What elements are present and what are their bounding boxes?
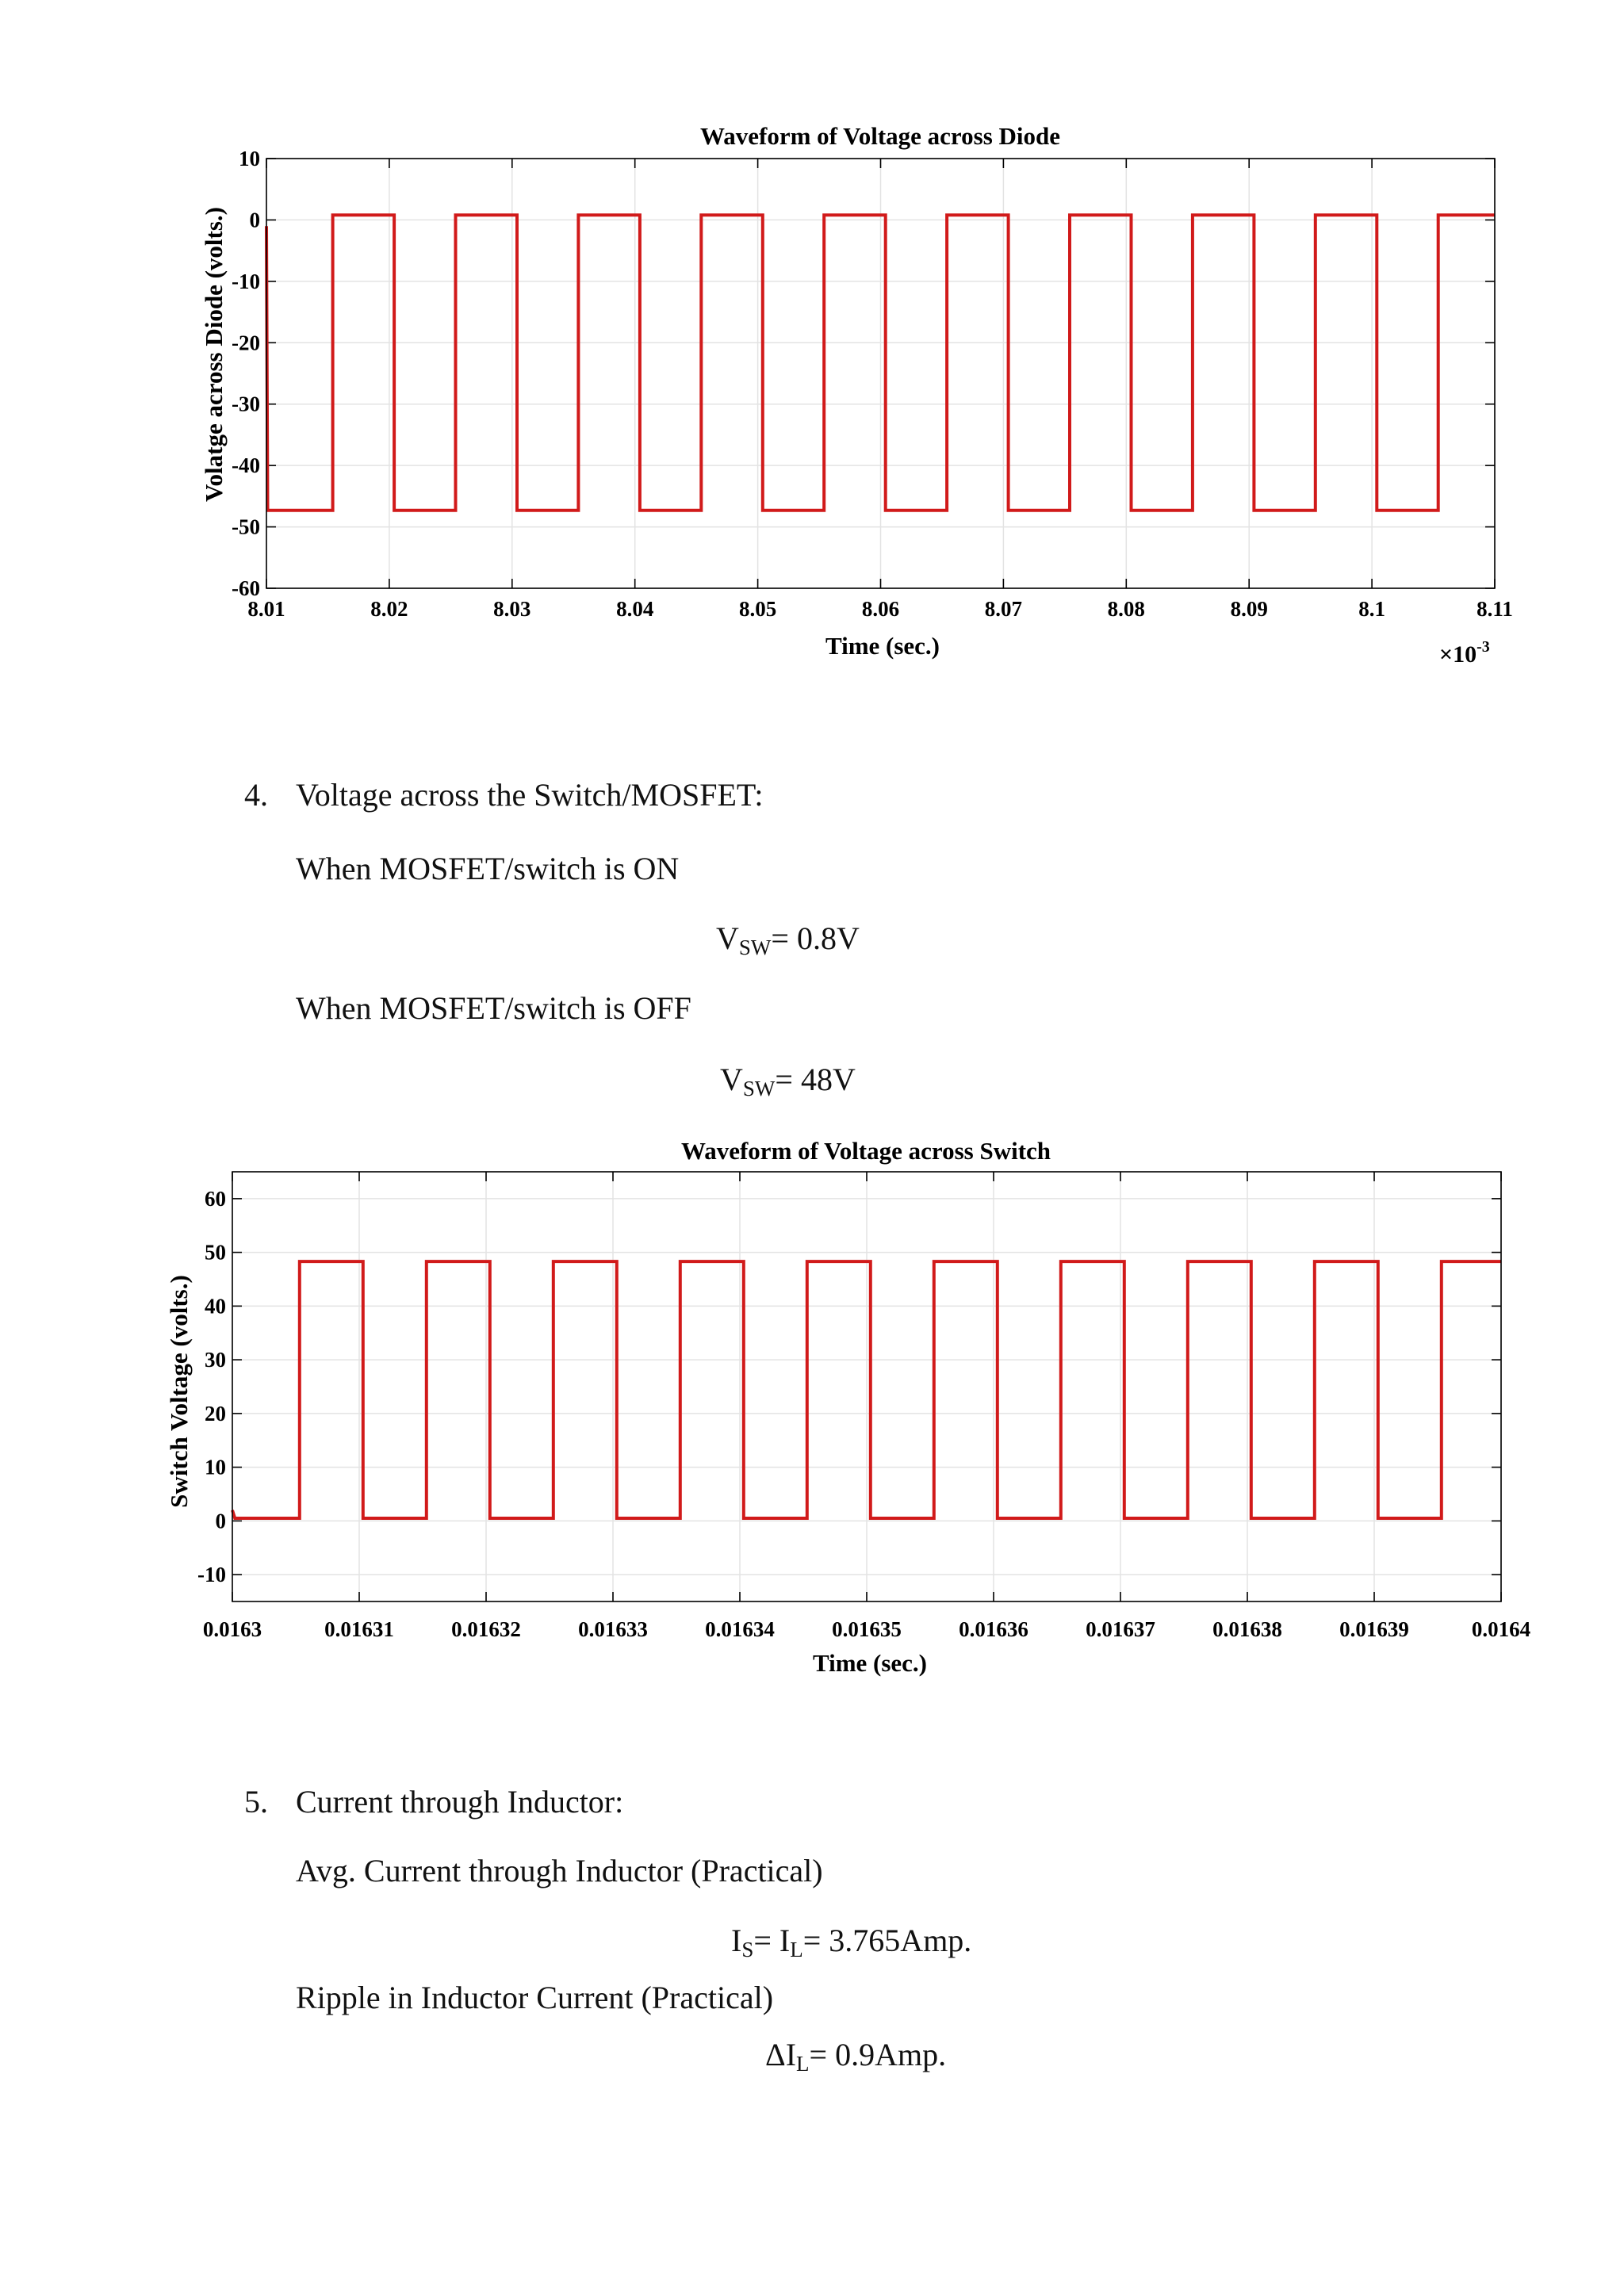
- section4-number: 4.: [244, 777, 268, 813]
- x-tick-label: 8.05: [738, 597, 777, 621]
- section4-heading: Voltage across the Switch/MOSFET:: [296, 777, 764, 813]
- x-tick-label: 0.0163: [202, 1617, 262, 1641]
- ripple-current-label: Ripple in Inductor Current (Practical): [296, 1980, 774, 2015]
- avg-current-label: Avg. Current through Inductor (Practical): [296, 1853, 823, 1888]
- y-tick-label: -20: [232, 331, 260, 355]
- y-tick-label: 10: [205, 1455, 226, 1479]
- y-tick-label: 50: [205, 1240, 226, 1265]
- x-tick-label: 8.01: [247, 597, 285, 621]
- x-tick-label: 8.04: [616, 597, 654, 621]
- switch-off-equation: $V_{SW}= 48V$: [720, 1062, 856, 1100]
- x-axis-label: Time (sec.): [825, 632, 940, 660]
- y-tick-label: 0: [215, 1509, 226, 1533]
- x-tick-label: 8.02: [370, 597, 408, 621]
- switch-voltage-chart: [0, 1126, 1624, 1681]
- x-tick-label: 8.08: [1107, 597, 1145, 621]
- y-axis-label: Switch Voltage (volts.): [165, 1275, 193, 1508]
- x-tick-label: 8.06: [861, 597, 900, 621]
- y-tick-label: 0: [249, 208, 260, 232]
- y-tick-label: 30: [205, 1348, 226, 1372]
- x-tick-label: 0.01635: [832, 1617, 902, 1641]
- x-tick-label: 0.01634: [705, 1617, 775, 1641]
- y-tick-label: 40: [205, 1294, 226, 1318]
- x-axis-label: Time (sec.): [812, 1649, 928, 1677]
- y-tick-label: 60: [205, 1186, 226, 1211]
- y-tick-label: -60: [232, 576, 260, 600]
- diode-voltage-chart: [0, 111, 1624, 813]
- ripple-current-equation: $\Delta I_L= 0.9Amp$.: [765, 2037, 947, 2076]
- x-tick-label: 8.09: [1230, 597, 1268, 621]
- x-tick-label: 0.01636: [959, 1617, 1028, 1641]
- section5-number: 5.: [244, 1784, 268, 1820]
- y-tick-label: -10: [197, 1563, 226, 1587]
- chart-title: Waveform of Voltage across Diode: [699, 122, 1061, 150]
- x-tick-label: 0.01638: [1212, 1617, 1282, 1641]
- section5-heading: Current through Inductor:: [296, 1784, 624, 1820]
- avg-current-equation: $I_S= I_L= 3.765Amp$.: [731, 1923, 972, 1961]
- y-tick-label: -10: [232, 269, 260, 293]
- chart-title: Waveform of Voltage across Switch: [680, 1137, 1051, 1165]
- x-tick-label: 8.1: [1358, 597, 1385, 621]
- y-tick-label: -30: [232, 392, 260, 416]
- x-tick-label: 8.07: [984, 597, 1023, 621]
- x-tick-label: 0.01632: [451, 1617, 521, 1641]
- switch-on-equation: $V_{SW}= 0.8V$: [716, 920, 860, 959]
- x-tick-label: 8.11: [1477, 597, 1513, 621]
- switch-off-label: When MOSFET/switch is OFF: [296, 990, 691, 1026]
- x-tick-label: 0.01639: [1339, 1617, 1409, 1641]
- x-tick-label: 0.0164: [1471, 1617, 1531, 1641]
- x-tick-label: 0.01633: [578, 1617, 648, 1641]
- y-tick-label: 20: [205, 1401, 226, 1425]
- switch-on-label: When MOSFET/switch is ON: [296, 851, 680, 886]
- y-axis-label: Volatge across Diode (volts.): [200, 207, 228, 502]
- x-tick-label: 0.01637: [1086, 1617, 1155, 1641]
- x-tick-label: 8.03: [493, 597, 531, 621]
- y-tick-label: -50: [232, 515, 260, 539]
- x-axis-multiplier: $\times 10^{-3}$: [1439, 638, 1490, 668]
- x-tick-label: 0.01631: [324, 1617, 394, 1641]
- y-tick-label: -40: [232, 453, 260, 478]
- y-tick-label: 10: [239, 147, 260, 170]
